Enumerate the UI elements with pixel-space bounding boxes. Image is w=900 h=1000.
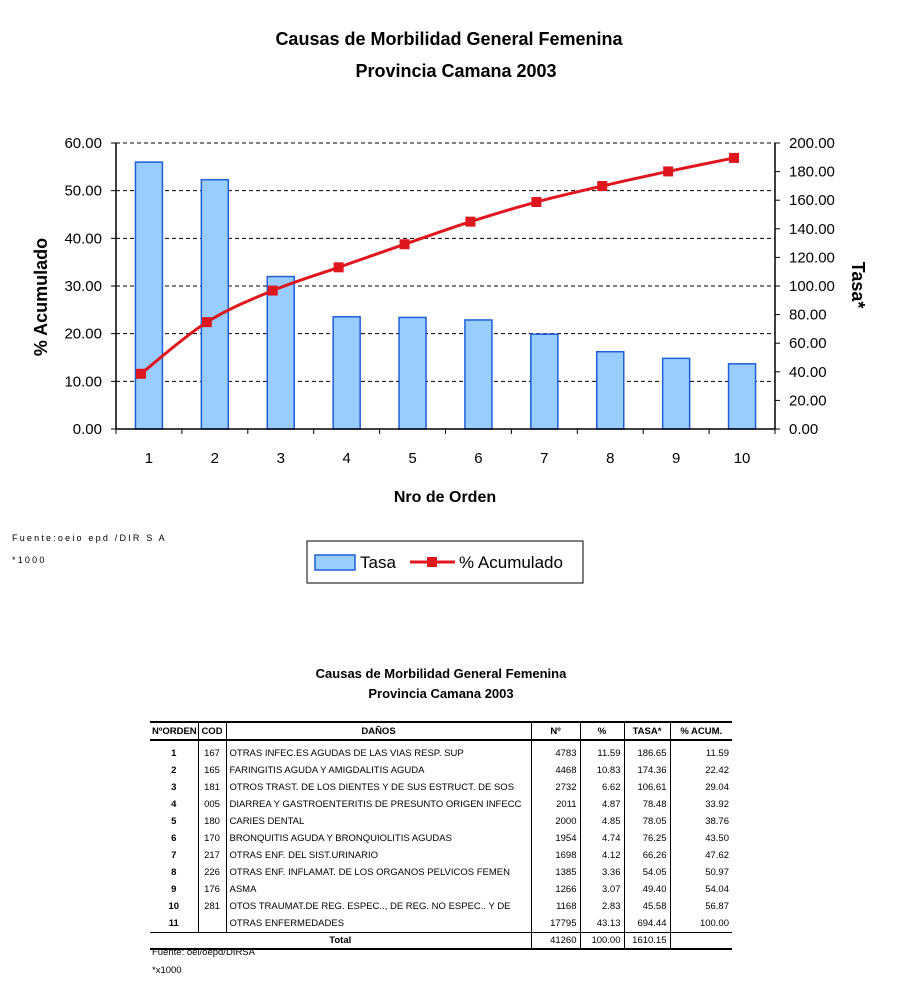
header-cell: % ACUM. bbox=[670, 722, 732, 740]
right-axis-label: Tasa* bbox=[848, 261, 868, 309]
x-tick-label: 5 bbox=[408, 450, 417, 467]
table-cell: 76.25 bbox=[624, 830, 670, 847]
acumulado-point-8 bbox=[597, 181, 607, 191]
table-cell: 170 bbox=[198, 830, 226, 847]
table-cell: 5 bbox=[171, 816, 177, 827]
table-cell: 10.83 bbox=[580, 762, 624, 779]
x-tick-label: 3 bbox=[276, 450, 285, 467]
table-cell: 9 bbox=[171, 884, 177, 895]
table-cell: 1385 bbox=[531, 864, 580, 881]
table-cell: 167 bbox=[198, 740, 226, 762]
table-cell: ASMA bbox=[226, 881, 531, 898]
bar-tasa-4 bbox=[333, 317, 360, 429]
bar-tasa-7 bbox=[531, 334, 558, 429]
table-cell: 217 bbox=[198, 847, 226, 864]
total-cell: 1610.15 bbox=[624, 933, 670, 950]
table-cell: 78.48 bbox=[624, 796, 670, 813]
table-cell: 47.62 bbox=[670, 847, 732, 864]
table-footnote: *x1000 bbox=[152, 965, 182, 976]
legend-bar-swatch bbox=[315, 555, 355, 570]
table-cell: OTROS TRAST. DE LOS DIENTES Y DE SUS ESTRUCT. DE SOS bbox=[226, 779, 531, 796]
header-cell: Nº bbox=[531, 722, 580, 740]
table-cell: 174.36 bbox=[624, 762, 670, 779]
right-tick-label: 120.00 bbox=[789, 249, 835, 267]
table-cell: OTRAS ENF. DEL SIST.URINARIO bbox=[226, 847, 531, 864]
x-tick-label: 9 bbox=[671, 450, 681, 467]
table-row bbox=[150, 796, 732, 813]
bar-tasa-3 bbox=[267, 277, 294, 429]
table-cell: 1 bbox=[171, 748, 177, 759]
left-tick-label: 60.00 bbox=[64, 135, 102, 152]
table-cell: 2732 bbox=[531, 779, 580, 796]
bar-tasa-10 bbox=[729, 364, 756, 429]
right-tick-label: 40.00 bbox=[789, 363, 827, 381]
x-tick-label: 8 bbox=[606, 450, 615, 467]
right-tick-label: 100.00 bbox=[789, 278, 835, 295]
acumulado-point-9 bbox=[663, 166, 673, 176]
left-axis-label: % Acumulado bbox=[31, 237, 51, 357]
acumulado-point-10 bbox=[729, 153, 739, 163]
table-cell: 2000 bbox=[531, 813, 580, 830]
table-cell: FARINGITIS AGUDA Y AMIGDALITIS AGUDA bbox=[226, 762, 531, 779]
table-cell: 6 bbox=[171, 833, 177, 844]
left-tick-label: 30.00 bbox=[64, 278, 102, 295]
table-title: Causas de Morbilidad General Femenina bbox=[315, 666, 567, 681]
table-cell: 3 bbox=[171, 782, 177, 793]
right-tick-label: 60.00 bbox=[789, 335, 827, 353]
table-cell: 226 bbox=[198, 864, 226, 881]
table-cell: OTOS TRAUMAT.DE REG. ESPEC.., DE REG. NO ESPEC.. Y DE bbox=[226, 898, 531, 915]
table-cell: 005 bbox=[198, 796, 226, 813]
table-cell: 2.83 bbox=[580, 898, 624, 915]
table-row bbox=[150, 915, 732, 933]
left-tick-label: 40.00 bbox=[64, 230, 102, 248]
chart-title: Causas de Morbilidad General Femenina bbox=[275, 29, 623, 49]
legend-label-tasa: Tasa bbox=[360, 553, 396, 572]
table-cell: 100.00 bbox=[670, 915, 732, 933]
table-source-note: Fuente: oei/oepd/DIRSA bbox=[152, 947, 255, 958]
table-row bbox=[150, 864, 732, 881]
table-cell: 165 bbox=[198, 762, 226, 779]
acumulado-point-2 bbox=[202, 317, 212, 327]
x-tick-label: 1 bbox=[144, 450, 154, 467]
table-cell: 2 bbox=[171, 765, 177, 776]
table-cell: 4.74 bbox=[580, 830, 624, 847]
right-tick-label: 180.00 bbox=[789, 163, 835, 181]
total-cell: 41260 bbox=[531, 933, 580, 950]
table-cell: 54.05 bbox=[624, 864, 670, 881]
header-cell: NºORDEN bbox=[150, 722, 198, 740]
acumulado-point-4 bbox=[334, 262, 344, 272]
table-cell: 78.05 bbox=[624, 813, 670, 830]
right-tick-label: 200.00 bbox=[789, 135, 835, 152]
left-tick-label: 0.00 bbox=[72, 421, 102, 438]
table-header-row bbox=[150, 722, 732, 740]
table-cell: 33.92 bbox=[670, 796, 732, 813]
header-cell: % bbox=[580, 722, 624, 740]
table-subtitle: Provincia Camana 2003 bbox=[368, 686, 514, 701]
x-axis-label: Nro de Orden bbox=[393, 489, 497, 506]
table-cell: 6.62 bbox=[580, 779, 624, 796]
acumulado-point-1 bbox=[136, 369, 146, 379]
table-cell: 4783 bbox=[531, 740, 580, 762]
table-cell: 4.12 bbox=[580, 847, 624, 864]
chart-source-note: Fuente:oeio epd /DIR S A bbox=[12, 533, 167, 543]
table-cell bbox=[198, 915, 226, 933]
table-cell: 50.97 bbox=[670, 864, 732, 881]
table-cell: OTRAS INFEC.ES AGUDAS DE LAS VIAS RESP. SUP bbox=[226, 740, 531, 762]
table-cell: 281 bbox=[198, 898, 226, 915]
table-cell: 1266 bbox=[531, 881, 580, 898]
table-cell: OTRAS ENF. INFLAMAT. DE LOS ORGANOS PELVICOS FEMEN bbox=[226, 864, 531, 881]
x-tick-label: 2 bbox=[210, 450, 220, 467]
header-cell: TASA* bbox=[624, 722, 670, 740]
table-cell: 56.87 bbox=[670, 898, 732, 915]
bar-tasa-8 bbox=[597, 352, 624, 429]
table-cell: 10 bbox=[168, 901, 180, 912]
plot-area bbox=[64, 135, 834, 467]
x-tick-label: 4 bbox=[342, 450, 351, 467]
legend bbox=[307, 541, 583, 583]
bar-tasa-9 bbox=[663, 358, 690, 429]
table-cell: 11.59 bbox=[580, 740, 624, 762]
table-row bbox=[150, 762, 732, 779]
table-cell: 49.40 bbox=[624, 881, 670, 898]
table-cell: 176 bbox=[198, 881, 226, 898]
table-cell: 1168 bbox=[531, 898, 580, 915]
acumulado-point-3 bbox=[268, 286, 278, 296]
chart-subtitle: Provincia Camana 2003 bbox=[355, 61, 557, 81]
table-cell: 29.04 bbox=[670, 779, 732, 796]
morbidity-table bbox=[150, 721, 732, 950]
header-cell: COD bbox=[198, 722, 226, 740]
table-row bbox=[150, 898, 732, 915]
table-cell: 43.50 bbox=[670, 830, 732, 847]
acumulado-point-6 bbox=[465, 217, 475, 227]
right-tick-label: 80.00 bbox=[789, 306, 827, 324]
table-cell: OTRAS ENFERMEDADES bbox=[226, 915, 531, 933]
acumulado-point-7 bbox=[531, 197, 541, 207]
legend-label-acumulado: % Acumulado bbox=[459, 553, 563, 572]
right-tick-label: 140.00 bbox=[789, 220, 835, 238]
table-cell: DIARREA Y GASTROENTERITIS DE PRESUNTO ORIGEN INFECC bbox=[226, 796, 531, 813]
legend-marker-swatch bbox=[427, 557, 437, 567]
table-title-block bbox=[150, 664, 732, 704]
total-cell: Total bbox=[150, 933, 531, 950]
bar-tasa-1 bbox=[135, 162, 162, 429]
table-cell: 22.42 bbox=[670, 762, 732, 779]
table-cell: 66.26 bbox=[624, 847, 670, 864]
acumulado-point-5 bbox=[400, 239, 410, 249]
bar-tasa-6 bbox=[465, 320, 492, 429]
x-tick-label: 7 bbox=[540, 450, 549, 467]
right-tick-label: 20.00 bbox=[789, 392, 827, 410]
table-cell: 2011 bbox=[531, 796, 580, 813]
table-cell: 3.36 bbox=[580, 864, 624, 881]
table-row bbox=[150, 740, 732, 762]
right-tick-label: 160.00 bbox=[789, 192, 835, 210]
table-cell: 11.59 bbox=[670, 740, 732, 762]
header-cell: DAÑOS bbox=[226, 722, 531, 740]
table-cell: 1698 bbox=[531, 847, 580, 864]
table-cell: 181 bbox=[198, 779, 226, 796]
table-cell: BRONQUITIS AGUDA Y BRONQUIOLITIS AGUDAS bbox=[226, 830, 531, 847]
table-cell: 694.44 bbox=[624, 915, 670, 933]
left-tick-label: 10.00 bbox=[64, 373, 102, 391]
table-cell: 4 bbox=[171, 799, 177, 810]
x-tick-label: 6 bbox=[474, 450, 483, 467]
table-cell: 4.87 bbox=[580, 796, 624, 813]
left-tick-label: 20.00 bbox=[64, 325, 102, 343]
bar-tasa-5 bbox=[399, 317, 426, 429]
table-row bbox=[150, 813, 732, 830]
table-cell: 8 bbox=[171, 867, 177, 878]
table-cell: 106.61 bbox=[624, 779, 670, 796]
table-cell: 38.76 bbox=[670, 813, 732, 830]
table-cell: 54.04 bbox=[670, 881, 732, 898]
table-cell: 186.65 bbox=[624, 740, 670, 762]
table-cell: 180 bbox=[198, 813, 226, 830]
table-cell: 1954 bbox=[531, 830, 580, 847]
total-cell bbox=[670, 933, 732, 950]
x-tick-label: 10 bbox=[733, 450, 751, 467]
table-row bbox=[150, 830, 732, 847]
table-cell: CARIES DENTAL bbox=[226, 813, 531, 830]
table-cell: 4468 bbox=[531, 762, 580, 779]
table-cell: 45.58 bbox=[624, 898, 670, 915]
table-cell: 11 bbox=[168, 918, 179, 929]
table-cell: 3.07 bbox=[580, 881, 624, 898]
right-tick-label: 0.00 bbox=[789, 421, 819, 438]
total-cell: 100.00 bbox=[580, 933, 624, 950]
table-cell: 17795 bbox=[531, 915, 580, 933]
table-row bbox=[150, 779, 732, 796]
left-tick-label: 50.00 bbox=[64, 182, 102, 200]
table-row bbox=[150, 847, 732, 864]
bar-tasa-2 bbox=[201, 180, 228, 429]
chart-footnote: *1000 bbox=[12, 555, 47, 565]
table-cell: 43.13 bbox=[580, 915, 624, 933]
table-cell: 7 bbox=[171, 850, 177, 861]
table-cell: 4.85 bbox=[580, 813, 624, 830]
table-row bbox=[150, 881, 732, 898]
